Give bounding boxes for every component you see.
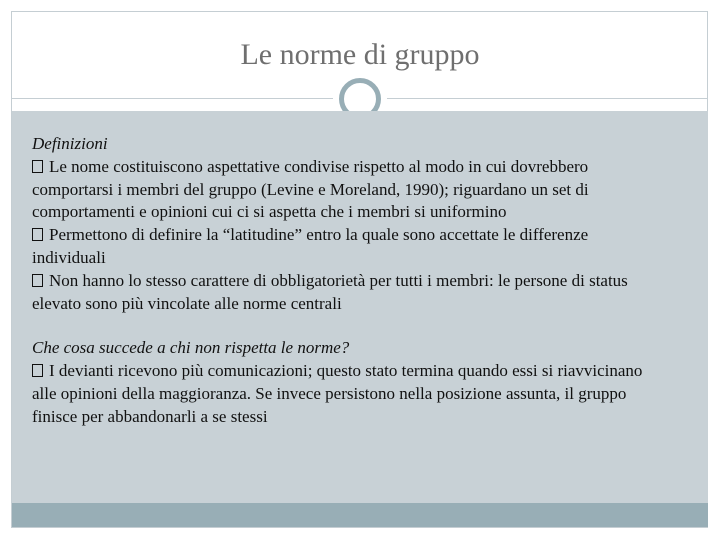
title-divider-left bbox=[12, 98, 334, 99]
section-heading-definizioni: Definizioni bbox=[32, 134, 108, 153]
bullet-item bbox=[32, 360, 644, 428]
slide-title: Le norme di gruppo bbox=[240, 38, 480, 71]
bullet-text: Le nome costituiscono aspettative condivise rispetto al modo in cui dovrebbero comportarsi i membri del gruppo (Levine e Moreland, 1990); riguardano un set di comportamenti e opinioni cui ci si aspetta che i membri si uniformino bbox=[32, 156, 589, 222]
bullet-item bbox=[32, 270, 644, 316]
bullet-item bbox=[32, 156, 644, 224]
section-spacer bbox=[32, 315, 644, 337]
bullet-text: Permettono di definire la “latitudine” entro la quale sono accettate le differenze individuali bbox=[32, 225, 589, 267]
footer-bar bbox=[12, 503, 708, 527]
slide-body bbox=[32, 133, 644, 429]
bullet-box-icon bbox=[32, 160, 43, 173]
bullet-item bbox=[32, 224, 644, 270]
bullet-box-icon bbox=[32, 228, 43, 241]
bullet-box-icon bbox=[32, 274, 43, 287]
title-divider-right bbox=[386, 98, 708, 99]
section-heading-devianza: Che cosa succede a chi non rispetta le norme? bbox=[32, 338, 350, 358]
bullet-box-icon bbox=[32, 364, 43, 377]
bullet-text: Non hanno lo stesso carattere di obbligatorietà per tutti i membri: le persone di status elevato sono più vincolate alle norme centrali bbox=[32, 270, 628, 313]
bullet-text: I devianti ricevono più comunicazioni; questo stato termina quando essi si riavvicinano alle opinioni della maggioranza. Se invece persistono nella posizione assunta, il gruppo finisce per abbandonarli a se stessi bbox=[32, 361, 643, 426]
